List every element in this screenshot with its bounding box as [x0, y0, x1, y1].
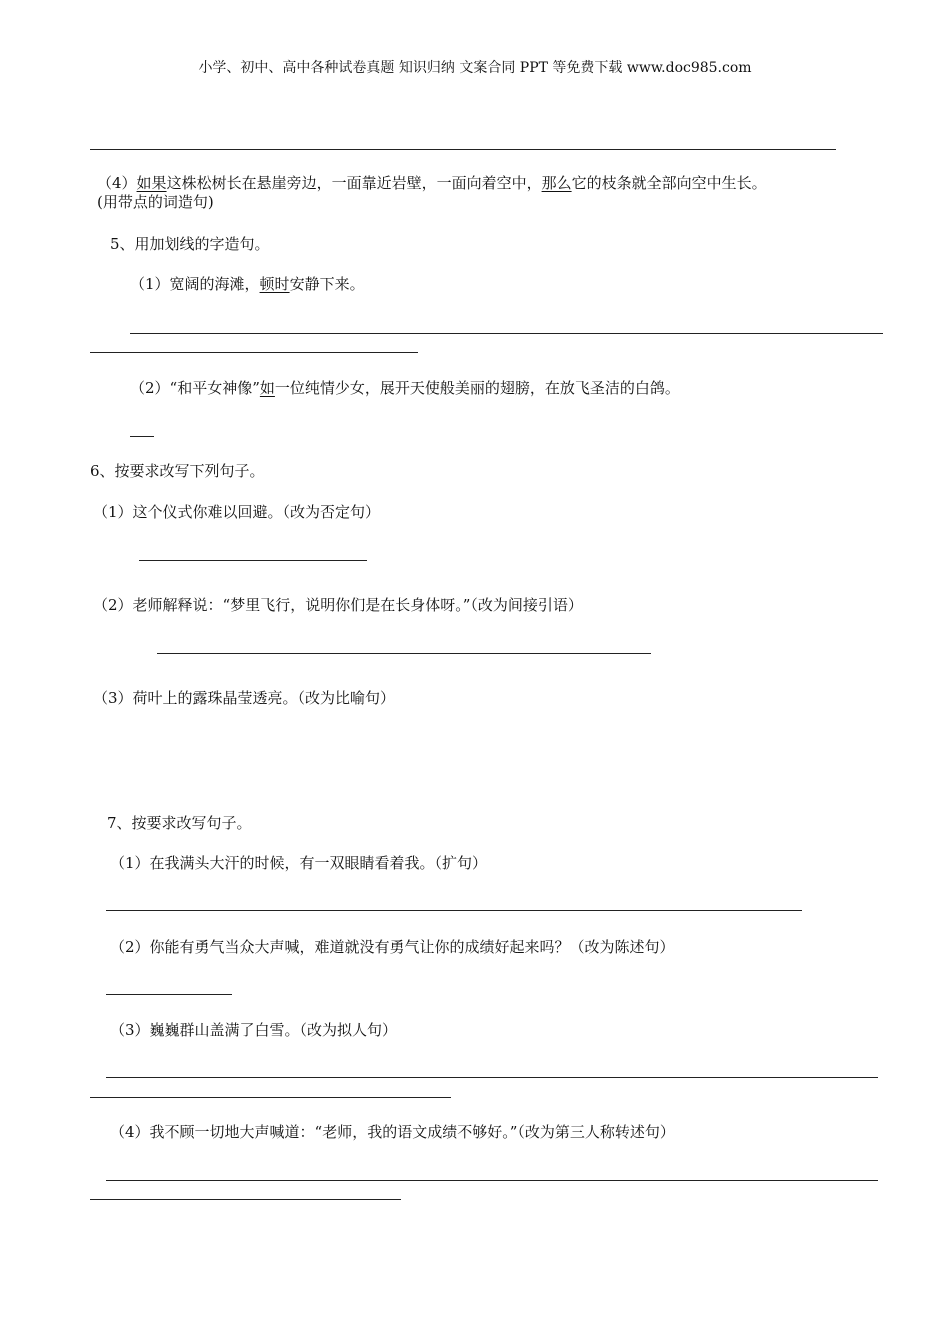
answer-line	[157, 653, 651, 654]
marked-word-ruguo: 如果	[136, 174, 167, 192]
answer-line	[90, 149, 836, 150]
q6-item2: （2）老师解释说：“梦里飞行，说明你们是在长身体呀。”（改为间接引语）	[93, 596, 583, 614]
answer-line	[139, 560, 367, 561]
answer-line	[90, 1199, 401, 1200]
answer-line	[106, 1077, 878, 1078]
answer-line	[130, 436, 154, 437]
answer-line	[90, 352, 418, 353]
q7-title: 7、按要求改写句子。	[107, 814, 252, 832]
sentence-text: （2）“和平女神像”	[130, 379, 260, 397]
answer-line	[90, 1097, 451, 1098]
marked-word-dunshi: 顿时	[259, 275, 290, 293]
q5-item1	[130, 274, 365, 294]
answer-line	[106, 910, 802, 911]
marked-word-name: 那么	[541, 174, 572, 192]
answer-line	[106, 994, 232, 995]
answer-line	[130, 333, 883, 334]
q4-item4-instruction: (用带点的词造句)	[97, 193, 214, 211]
q6-title: 6、按要求改写下列句子。	[90, 462, 265, 480]
q6-item3: （3）荷叶上的露珠晶莹透亮。（改为比喻句）	[93, 689, 396, 707]
q7-item2: （2）你能有勇气当众大声喊，难道就没有勇气让你的成绩好起来吗？（改为陈述句）	[110, 938, 675, 956]
q7-item1: （1）在我满头大汗的时候，有一双眼睛看着我。（扩句）	[110, 854, 488, 872]
q5-title: 5、用加划线的字造句。	[110, 235, 270, 253]
sentence-text: 这株松树长在悬崖旁边，一面靠近岩壁，一面向着空中，	[166, 174, 542, 192]
q4-item4-sentence	[97, 173, 767, 193]
item-number: （4）	[97, 174, 137, 192]
sentence-text: 它的枝条就全部向空中生长。	[571, 174, 767, 192]
q5-item2	[130, 378, 680, 398]
answer-line	[106, 1180, 878, 1181]
q6-item1: （1）这个仪式你难以回避。（改为否定句）	[93, 503, 381, 521]
marked-word-ru: 如	[259, 379, 275, 397]
sentence-text: （1）宽阔的海滩，	[130, 275, 260, 293]
sentence-text: 安静下来。	[289, 275, 365, 293]
q7-item3: （3）巍巍群山盖满了白雪。（改为拟人句）	[110, 1021, 398, 1039]
q7-item4: （4）我不顾一切地大声喊道：“老师，我的语文成绩不够好。”（改为第三人称转述句）	[110, 1123, 675, 1141]
sentence-text: 一位纯情少女，展开天使般美丽的翅膀，在放飞圣洁的白鸽。	[274, 379, 680, 397]
page-header: 小学、初中、高中各种试卷真题 知识归纳 文案合同 PPT 等免费下载 www.doc985.com	[198, 60, 752, 76]
